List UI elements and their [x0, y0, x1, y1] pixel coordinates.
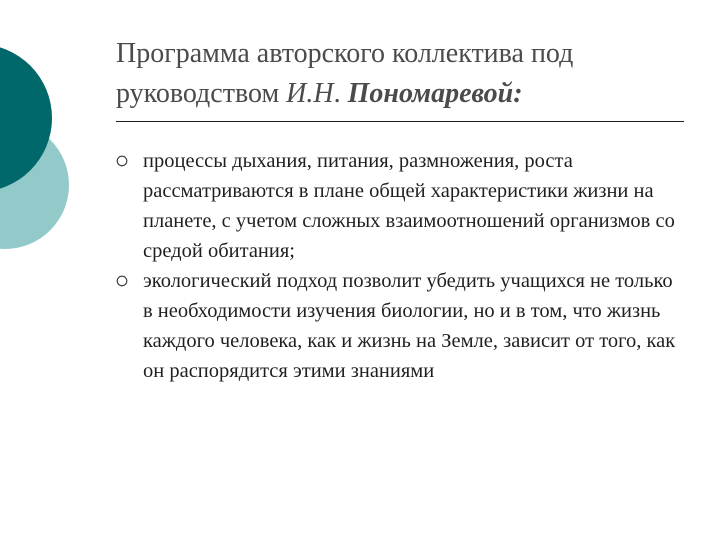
bullet-text: процессы дыхания, питания, размножения, роста рассматриваются в плане общей характеристики жизни на планете, с учетом сложных взаимоотношений организмов со средой обитания;	[143, 150, 675, 262]
bullet-item	[116, 146, 676, 266]
title-surname: Пономаревой:	[347, 78, 523, 109]
bullet-item	[116, 266, 676, 386]
decorative-circles	[0, 0, 120, 300]
bullet-list	[116, 146, 676, 386]
title-divider	[116, 121, 684, 122]
slide-title	[116, 34, 696, 114]
hollow-circle-bullet-icon	[116, 275, 128, 287]
bullet-text: экологический подход позволит убедить учащихся не только в необходимости изучения биологии, но и в том, что жизнь каждого человека, как и жизнь на Земле, зависит от того, как он распорядится этими знаниями	[143, 270, 676, 382]
title-initials: И.Н	[286, 78, 334, 109]
title-dot: .	[333, 78, 348, 109]
title-text: Программа авторского коллектива под руководством	[116, 38, 574, 109]
hollow-circle-bullet-icon	[116, 155, 128, 167]
